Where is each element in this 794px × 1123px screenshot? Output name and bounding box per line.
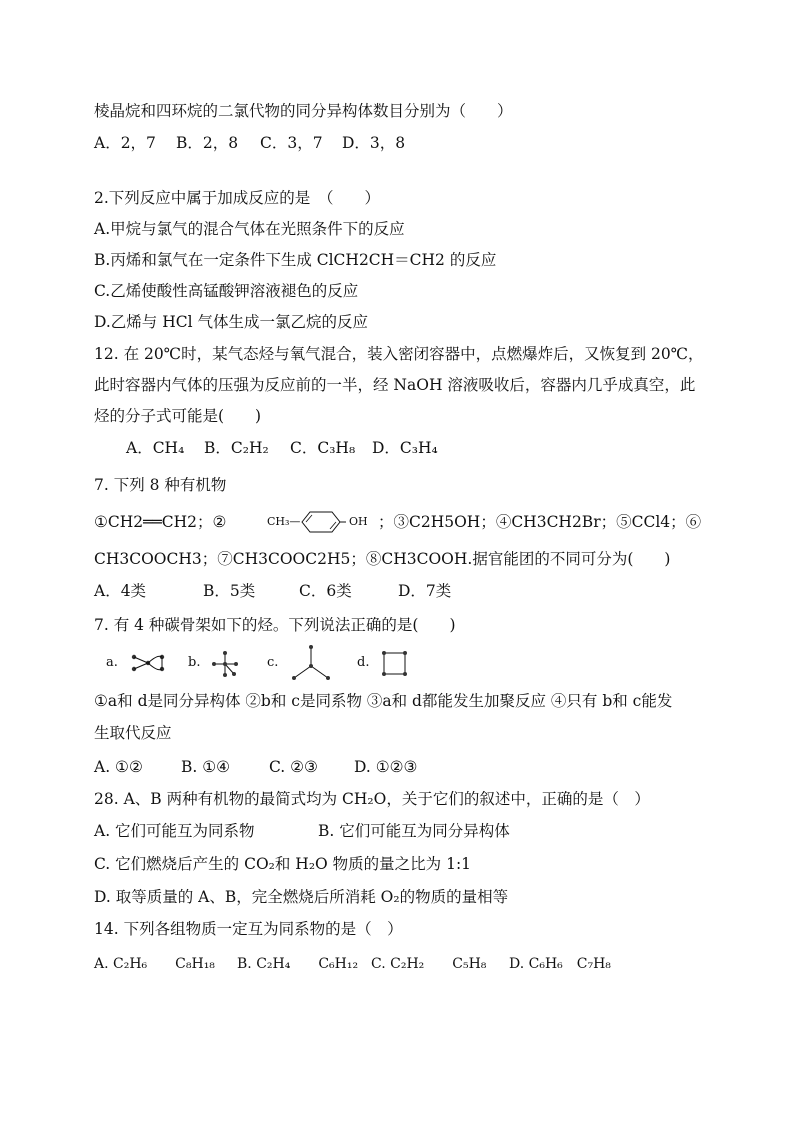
option-d: D．3，8 [342, 134, 406, 152]
q12-stem-line1: 12. 在 20℃时，某气态烃与氧气混合，装入密闭容器中，点燃爆炸后，又恢复到 20℃， [94, 345, 704, 363]
q12-stem-line3: 烃的分子式可能是( ) [94, 407, 262, 425]
skeleton-a-label: a. [106, 655, 118, 670]
option-b: B. 它们可能互为同分异构体 [318, 822, 510, 840]
q7a-item1: ①CH2══CH2；② [94, 513, 227, 531]
q-prism-stem: 棱晶烷和四环烷的二氯代物的同分异构体数目分别为（ ） [94, 102, 513, 120]
q7a-line1 [94, 511, 226, 533]
option-d: D. ①②③ [354, 758, 418, 776]
q12-options [126, 437, 438, 459]
q28-stem: 28. A、B 两种有机物的最简式均为 CH₂O，关于它们的叙述中，正确的是（ ） [94, 790, 650, 808]
q28-option-c: C. 它们燃烧后产生的 CO₂和 H₂O 物质的量之比为 1:1 [94, 855, 472, 873]
skeleton-c-icon [290, 644, 332, 682]
option-b: B．C₂H₂ [204, 439, 269, 457]
q2-option-a: A.甲烷与氯气的混合气体在光照条件下的反应 [94, 220, 405, 238]
option-c: C. ②③ [269, 758, 318, 776]
skeleton-d-label: d. [357, 655, 370, 670]
option-c: C．3，7 [260, 134, 323, 152]
methyl-label: CH₃— [267, 515, 301, 528]
option-a: A．CH₄ [126, 439, 185, 457]
q14-stem: 14. 下列各组物质一定互为同系物的是（ ） [94, 920, 403, 938]
option-b: B. C₂H₄ C₆H₁₂ [237, 956, 359, 972]
option-b: B．5类 [203, 582, 256, 600]
option-d: D．C₃H₄ [372, 439, 438, 457]
q28-option-d: D. 取等质量的 A、B，完全燃烧后所消耗 O₂的物质的量相等 [94, 888, 509, 906]
option-c: C. C₂H₂ C₅H₈ [371, 956, 487, 972]
skeleton-b-icon [210, 650, 240, 678]
q7b-stem: 7. 有 4 种碳骨架如下的烃。下列说法正确的是( ) [94, 616, 456, 634]
q-prism-options [94, 132, 405, 154]
skeleton-d-icon [380, 650, 410, 678]
skeleton-c-label: c. [267, 655, 279, 670]
q14-options [94, 953, 611, 975]
q7a-line2: CH3COOCH3；⑦CH3COOC2H5；⑧CH3COOH.据官能团的不同可分为( ) [94, 550, 671, 568]
hydroxyl-label: OH [349, 515, 368, 528]
option-d: D. C₆H₆ C₇H₈ [509, 956, 611, 972]
skeleton-b-label: b. [188, 655, 201, 670]
skeleton-a-icon [131, 652, 165, 674]
option-b: B．2，8 [176, 134, 239, 152]
q2-option-b: B.丙烯和氯气在一定条件下生成 ClCH2CH＝CH2 的反应 [94, 251, 497, 269]
option-b: B. ①④ [181, 758, 231, 776]
option-a: A. 它们可能互为同系物 [94, 822, 255, 840]
q28-options-ab [94, 820, 510, 842]
q7b-statements-line2: 生取代反应 [94, 724, 172, 742]
q2-stem: 2.下列反应中属于加成反应的是 （ ） [94, 189, 381, 207]
option-a: A．2，7 [94, 134, 156, 152]
option-a: A．4类 [94, 582, 147, 600]
q7a-item-rest: ；③C2H5OH；④CH3CH2Br；⑤CCl4；⑥ [378, 513, 702, 531]
p-cresol-ring-icon [296, 508, 348, 536]
option-a: A. C₂H₆ C₈H₁₈ [94, 956, 215, 972]
q7a-stem: 7. 下列 8 种有机物 [94, 476, 227, 494]
option-d: D．7类 [398, 582, 452, 600]
q7a-options [94, 580, 451, 602]
q2-option-d: D.乙烯与 HCl 气体生成一氯乙烷的反应 [94, 313, 368, 331]
q2-option-c: C.乙烯使酸性高锰酸钾溶液褪色的反应 [94, 282, 359, 300]
option-a: A. ①② [94, 758, 143, 776]
q12-stem-line2: 此时容器内气体的压强为反应前的一半，经 NaOH 溶液吸收后，容器内几乎成真空，此 [94, 376, 696, 394]
q7b-options [94, 756, 417, 778]
option-c: C．6类 [299, 582, 352, 600]
q7b-statements-line1: ①a和 d是同分异构体 ②b和 c是同系物 ③a和 d都能发生加聚反应 ④只有 b和 c能发 [94, 692, 673, 710]
option-c: C．C₃H₈ [290, 439, 356, 457]
